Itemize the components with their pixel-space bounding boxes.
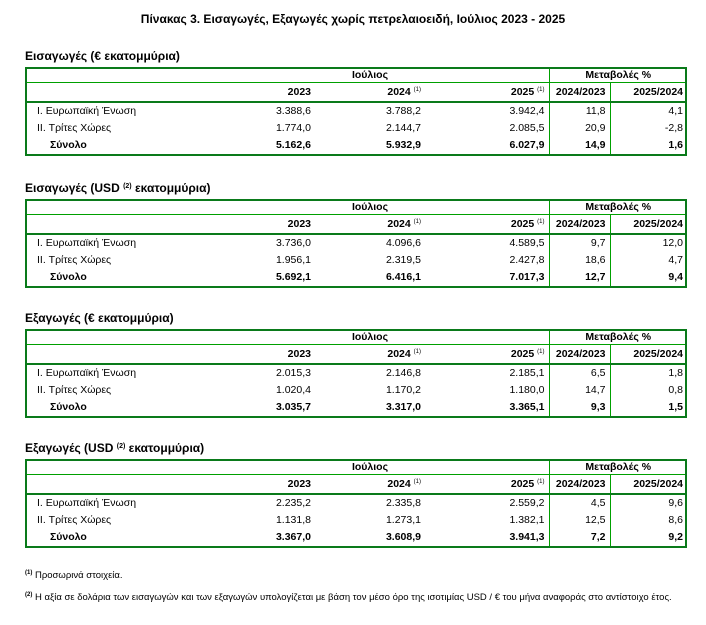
header-2023: 2023: [165, 215, 315, 235]
section-title: [25, 441, 204, 455]
header-change-2025-2024: 2025/2024: [610, 345, 687, 365]
changes-group-header: Μεταβολές %: [549, 201, 687, 215]
group-header-row: [25, 331, 687, 345]
month-group-header: Ιούλιος: [315, 201, 425, 215]
footnote-2-marker: (2): [25, 592, 33, 598]
change-2024-2023: 18,6: [549, 252, 610, 269]
change-2024-2023: 9,3: [549, 399, 610, 416]
change-2024-2023: 11,8: [549, 102, 610, 120]
header-change-2024-2023: 2024/2023: [549, 475, 610, 495]
empty-cell: [25, 475, 165, 495]
row-label: Σύνολο: [50, 271, 87, 283]
section-title: Εισαγωγές (€ εκατομμύρια): [25, 49, 180, 63]
data-table: [25, 201, 687, 286]
value-2024: 1.273,1: [385, 514, 421, 526]
empty-cell: [425, 461, 549, 475]
value-2023: 1.131,8: [275, 514, 311, 526]
page-title: Πίνακας 3. Εισαγωγές, Εξαγωγές χωρίς πετρελαιοειδή, Ιούλιος 2023 - 2025: [140, 12, 566, 26]
value-2024: 3.317,0: [385, 401, 421, 413]
header-2024: [315, 215, 425, 235]
value-2024: 5.932,9: [385, 139, 421, 151]
empty-cell: [165, 461, 315, 475]
footnote-1: [25, 569, 675, 583]
data-table: [25, 331, 687, 416]
footnote-marker: (1): [413, 479, 421, 485]
header-2024: [315, 83, 425, 103]
group-header-row: [25, 69, 687, 83]
footnote-marker: (1): [537, 479, 545, 485]
header-change-2025-2024: 2025/2024: [610, 475, 687, 495]
value-2024: 2.335,8: [385, 497, 421, 509]
row-label: I. Ευρωπαϊκή Ένωση: [37, 367, 137, 379]
value-2023: 2.015,3: [275, 367, 311, 379]
empty-cell: [425, 201, 549, 215]
value-2024: 3.788,2: [385, 105, 421, 117]
row-label: I. Ευρωπαϊκή Ένωση: [37, 497, 137, 509]
value-2023: 3.367,0: [275, 531, 311, 543]
header-change-2025-2024: 2025/2024: [610, 215, 687, 235]
value-2024: 2.144,7: [385, 122, 421, 134]
change-2025-2024: 1,8: [610, 364, 687, 382]
section-title: Εξαγωγές (€ εκατομμύρια): [25, 311, 174, 325]
empty-cell: [425, 331, 549, 345]
row-label: II. Τρίτες Χώρες: [37, 254, 112, 266]
data-table: [25, 461, 687, 546]
value-2023: 3.035,7: [275, 401, 311, 413]
footnote-2: [25, 591, 675, 605]
year-header-row: [25, 83, 687, 103]
value-2025: 3.365,1: [509, 401, 545, 413]
empty-cell: [25, 345, 165, 365]
change-2024-2023: 12,5: [549, 512, 610, 529]
header-year-label: 2024: [387, 218, 411, 230]
header-2025: [425, 83, 549, 103]
empty-cell: [165, 201, 315, 215]
header-year-label: 2024: [387, 86, 411, 98]
header-year-label: 2024: [387, 348, 411, 360]
empty-cell: [25, 461, 165, 475]
row-label: I. Ευρωπαϊκή Ένωση: [37, 237, 137, 249]
changes-group-header: Μεταβολές %: [549, 69, 687, 83]
change-2025-2024: 9,4: [610, 269, 687, 286]
data-table: [25, 69, 687, 154]
change-2025-2024: 9,2: [610, 529, 687, 546]
value-2025: 4.589,5: [509, 237, 545, 249]
value-2025: 3.942,4: [509, 105, 545, 117]
footnote-marker: (1): [413, 219, 421, 225]
header-change-2024-2023: 2024/2023: [549, 345, 610, 365]
eu-row: [25, 102, 687, 120]
change-2024-2023: 9,7: [549, 234, 610, 252]
header-year-label: 2025: [510, 478, 535, 490]
section-title-footnote-marker: (2): [116, 443, 126, 450]
value-2024: 6.416,1: [385, 271, 421, 283]
value-2024: 1.170,2: [385, 384, 421, 396]
value-2025: 3.941,3: [509, 531, 545, 543]
change-2025-2024: 1,6: [610, 137, 687, 154]
header-2023: 2023: [165, 475, 315, 495]
value-2025: 1.180,0: [509, 384, 545, 396]
year-header-row: [25, 345, 687, 365]
value-2025: 6.027,9: [509, 139, 545, 151]
header-year-label: 2025: [510, 86, 535, 98]
change-2024-2023: 20,9: [549, 120, 610, 137]
change-2025-2024: 4,1: [610, 102, 687, 120]
header-2025: [425, 215, 549, 235]
change-2025-2024: 0,8: [610, 382, 687, 399]
section-title-footnote-marker: (2): [123, 183, 132, 190]
value-2024: 3.608,9: [385, 531, 421, 543]
footnote-marker: (1): [413, 349, 421, 355]
section-title-unit: εκατομμύρια): [128, 441, 205, 455]
value-2025: 2.085,5: [509, 122, 545, 134]
header-2024: [315, 475, 425, 495]
total-row: [25, 529, 687, 546]
month-group-header: Ιούλιος: [315, 69, 425, 83]
empty-cell: [165, 69, 315, 83]
change-2025-2024: 1,5: [610, 399, 687, 416]
header-year-label: 2025: [510, 348, 535, 360]
row-label: Σύνολο: [50, 401, 87, 413]
group-header-row: [25, 461, 687, 475]
change-2024-2023: 12,7: [549, 269, 610, 286]
row-label: II. Τρίτες Χώρες: [37, 384, 112, 396]
value-2024: 4.096,6: [385, 237, 421, 249]
footnote-1-marker: (1): [25, 570, 33, 576]
footnote-marker: (1): [537, 219, 545, 225]
value-2023: 5.692,1: [275, 271, 311, 283]
group-header-row: [25, 201, 687, 215]
value-2023: 2.235,2: [275, 497, 311, 509]
total-row: [25, 137, 687, 154]
header-2023: 2023: [165, 345, 315, 365]
eu-row: [25, 234, 687, 252]
header-2025: [425, 475, 549, 495]
month-group-header: Ιούλιος: [315, 331, 425, 345]
footnote-1-text: Προσωρινά στοιχεία.: [34, 570, 123, 581]
row-label: Σύνολο: [50, 139, 87, 151]
value-2025: 7.017,3: [509, 271, 545, 283]
empty-cell: [25, 201, 165, 215]
header-2025: [425, 345, 549, 365]
empty-cell: [25, 331, 165, 345]
change-2024-2023: 14,9: [549, 137, 610, 154]
empty-cell: [25, 83, 165, 103]
value-2023: 5.162,6: [275, 139, 311, 151]
value-2023: 1.774,0: [275, 122, 311, 134]
section-title-text: Εξαγωγές (USD: [25, 441, 114, 455]
empty-cell: [165, 331, 315, 345]
change-2024-2023: 14,7: [549, 382, 610, 399]
changes-group-header: Μεταβολές %: [549, 461, 687, 475]
change-2024-2023: 6,5: [549, 364, 610, 382]
eu-row: [25, 494, 687, 512]
third-countries-row: [25, 382, 687, 399]
total-row: [25, 399, 687, 416]
third-countries-row: [25, 512, 687, 529]
row-label: II. Τρίτες Χώρες: [37, 514, 112, 526]
value-2025: 1.382,1: [509, 514, 545, 526]
header-year-label: 2024: [387, 478, 411, 490]
value-2025: 2.185,1: [509, 367, 545, 379]
header-2024: [315, 345, 425, 365]
change-2024-2023: 7,2: [549, 529, 610, 546]
value-2024: 2.146,8: [385, 367, 421, 379]
header-change-2024-2023: 2024/2023: [549, 215, 610, 235]
change-2024-2023: 4,5: [549, 494, 610, 512]
change-2025-2024: 8,6: [610, 512, 687, 529]
empty-cell: [425, 69, 549, 83]
section-title-unit: εκατομμύρια): [134, 181, 211, 195]
value-2025: 2.427,8: [509, 254, 545, 266]
value-2023: 3.388,6: [275, 105, 311, 117]
eu-row: [25, 364, 687, 382]
header-change-2025-2024: 2025/2024: [610, 83, 687, 103]
empty-cell: [25, 69, 165, 83]
section-title: [25, 181, 211, 195]
year-header-row: [25, 215, 687, 235]
section-title-text: Εισαγωγές (USD: [25, 181, 120, 195]
footnote-marker: (1): [537, 87, 545, 93]
row-label: II. Τρίτες Χώρες: [37, 122, 112, 134]
change-2025-2024: -2,8: [610, 120, 687, 137]
total-row: [25, 269, 687, 286]
footnote-marker: (1): [537, 349, 545, 355]
change-2025-2024: 12,0: [610, 234, 687, 252]
third-countries-row: [25, 120, 687, 137]
value-2023: 3.736,0: [275, 237, 311, 249]
header-year-label: 2025: [510, 218, 535, 230]
year-header-row: [25, 475, 687, 495]
value-2023: 1.020,4: [275, 384, 311, 396]
value-2023: 1.956,1: [275, 254, 311, 266]
month-group-header: Ιούλιος: [315, 461, 425, 475]
row-label: Σύνολο: [50, 531, 87, 543]
change-2025-2024: 9,6: [610, 494, 687, 512]
header-change-2024-2023: 2024/2023: [549, 83, 610, 103]
value-2024: 2.319,5: [385, 254, 421, 266]
third-countries-row: [25, 252, 687, 269]
header-2023: 2023: [165, 83, 315, 103]
row-label: I. Ευρωπαϊκή Ένωση: [37, 105, 137, 117]
footnote-marker: (1): [413, 87, 421, 93]
empty-cell: [25, 215, 165, 235]
value-2025: 2.559,2: [509, 497, 545, 509]
changes-group-header: Μεταβολές %: [549, 331, 687, 345]
change-2025-2024: 4,7: [610, 252, 687, 269]
footnote-2-text: Η αξία σε δολάρια των εισαγωγών και των εξαγωγών υπολογίζεται με βάση τον μέσο όρο της ισοτιμίας USD / € του μήνα αναφοράς στο αντίστοιχο έτος.: [34, 592, 672, 603]
